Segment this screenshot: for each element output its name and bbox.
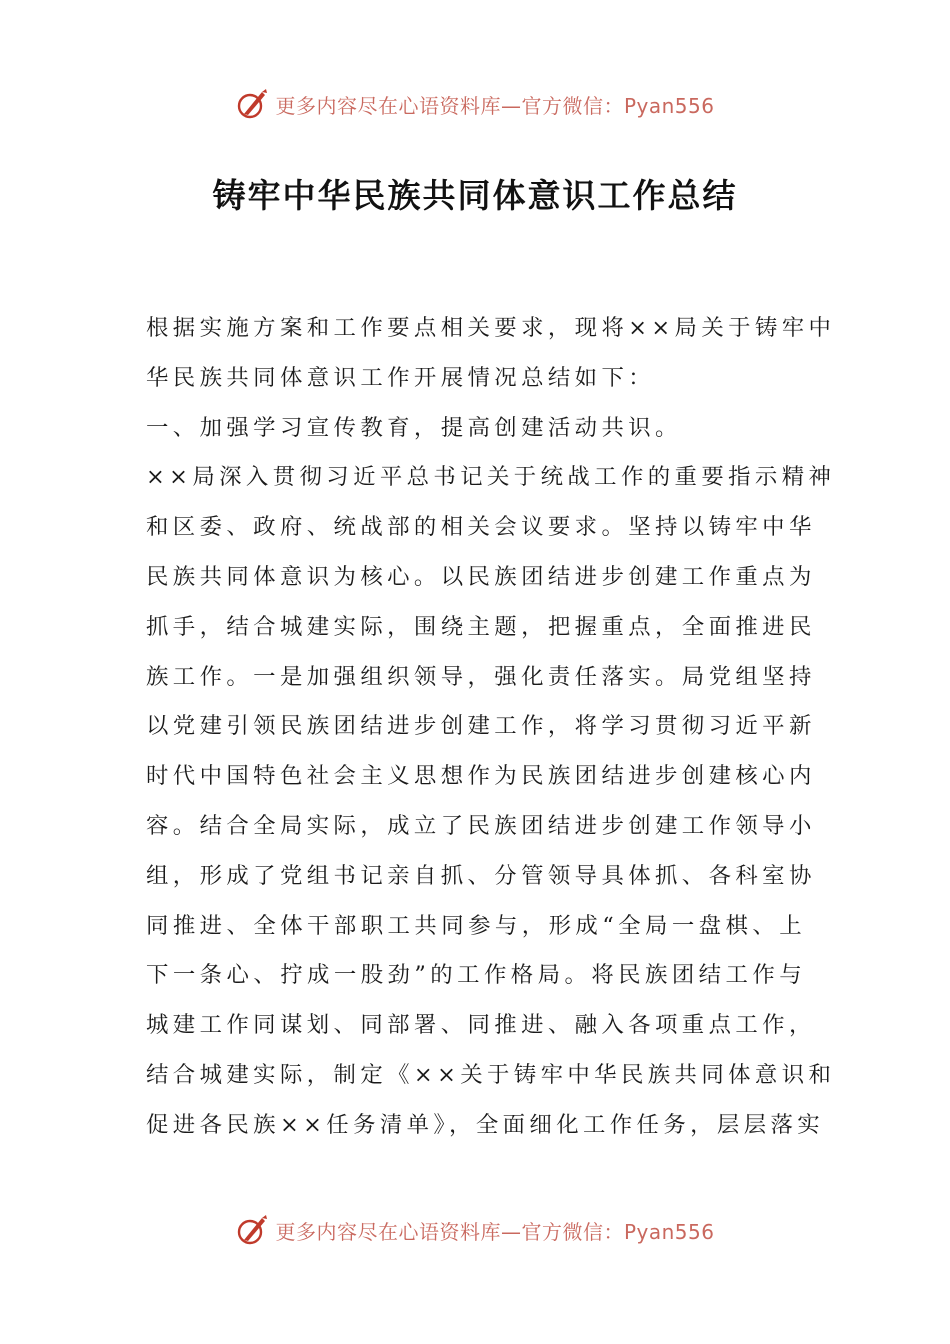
body-line: ××局深入贯彻习近平总书记关于统战工作的重要指示精神: [146, 464, 836, 491]
document-title: 铸牢中华民族共同体意识工作总结: [212, 176, 738, 215]
body-line: 一、加强学习宣传教育，提高创建活动共识。: [146, 414, 682, 441]
body-line: 组，形成了党组书记亲自抓、分管领导具体抓、各科室协: [146, 862, 816, 889]
quill-pen-icon: [235, 1213, 269, 1247]
watermark-text: 更多内容尽在心语资料库—官方微信：Pyan556: [275, 93, 715, 118]
body-line: 族工作。一是加强组织领导，强化责任落实。局党组坚持: [146, 663, 816, 690]
body-line: 结合城建实际，制定《××关于铸牢中华民族共同体意识和: [146, 1061, 836, 1088]
body-line: 时代中国特色社会主义思想作为民族团结进步创建核心内: [146, 763, 816, 790]
body-line: 抓手，结合城建实际，围绕主题，把握重点，全面推进民: [146, 613, 816, 640]
watermark-text: 更多内容尽在心语资料库—官方微信：Pyan556: [275, 1219, 715, 1244]
watermark-banner-bottom: [0, 1210, 950, 1250]
body-line: 华民族共同体意识工作开展情况总结如下：: [146, 364, 656, 391]
body-line: 根据实施方案和工作要点相关要求，现将××局关于铸牢中: [146, 315, 836, 341]
body-line: 城建工作同谋划、同部署、同推进、融入各项重点工作，: [146, 1012, 816, 1039]
body-line: 容。结合全局实际，成立了民族团结进步创建工作领导小: [146, 812, 816, 839]
body-line: 下一条心、拧成一股劲”的工作格局。将民族团结工作与: [146, 962, 806, 989]
body-line: 和区委、政府、统战部的相关会议要求。坚持以铸牢中华: [146, 514, 816, 541]
body-line: 以党建引领民族团结进步创建工作，将学习贯彻习近平新: [146, 713, 816, 740]
quill-pen-icon: [235, 87, 269, 121]
body-line: 民族共同体意识为核心。以民族团结进步创建工作重点为: [146, 563, 816, 590]
watermark-banner-top: [0, 84, 950, 124]
body-line: 促进各民族××任务清单》，全面细化工作任务，层层落实: [146, 1111, 825, 1138]
document-body: [146, 304, 836, 1151]
body-line: 同推进、全体干部职工共同参与，形成“全局一盘棋、上: [146, 912, 806, 939]
